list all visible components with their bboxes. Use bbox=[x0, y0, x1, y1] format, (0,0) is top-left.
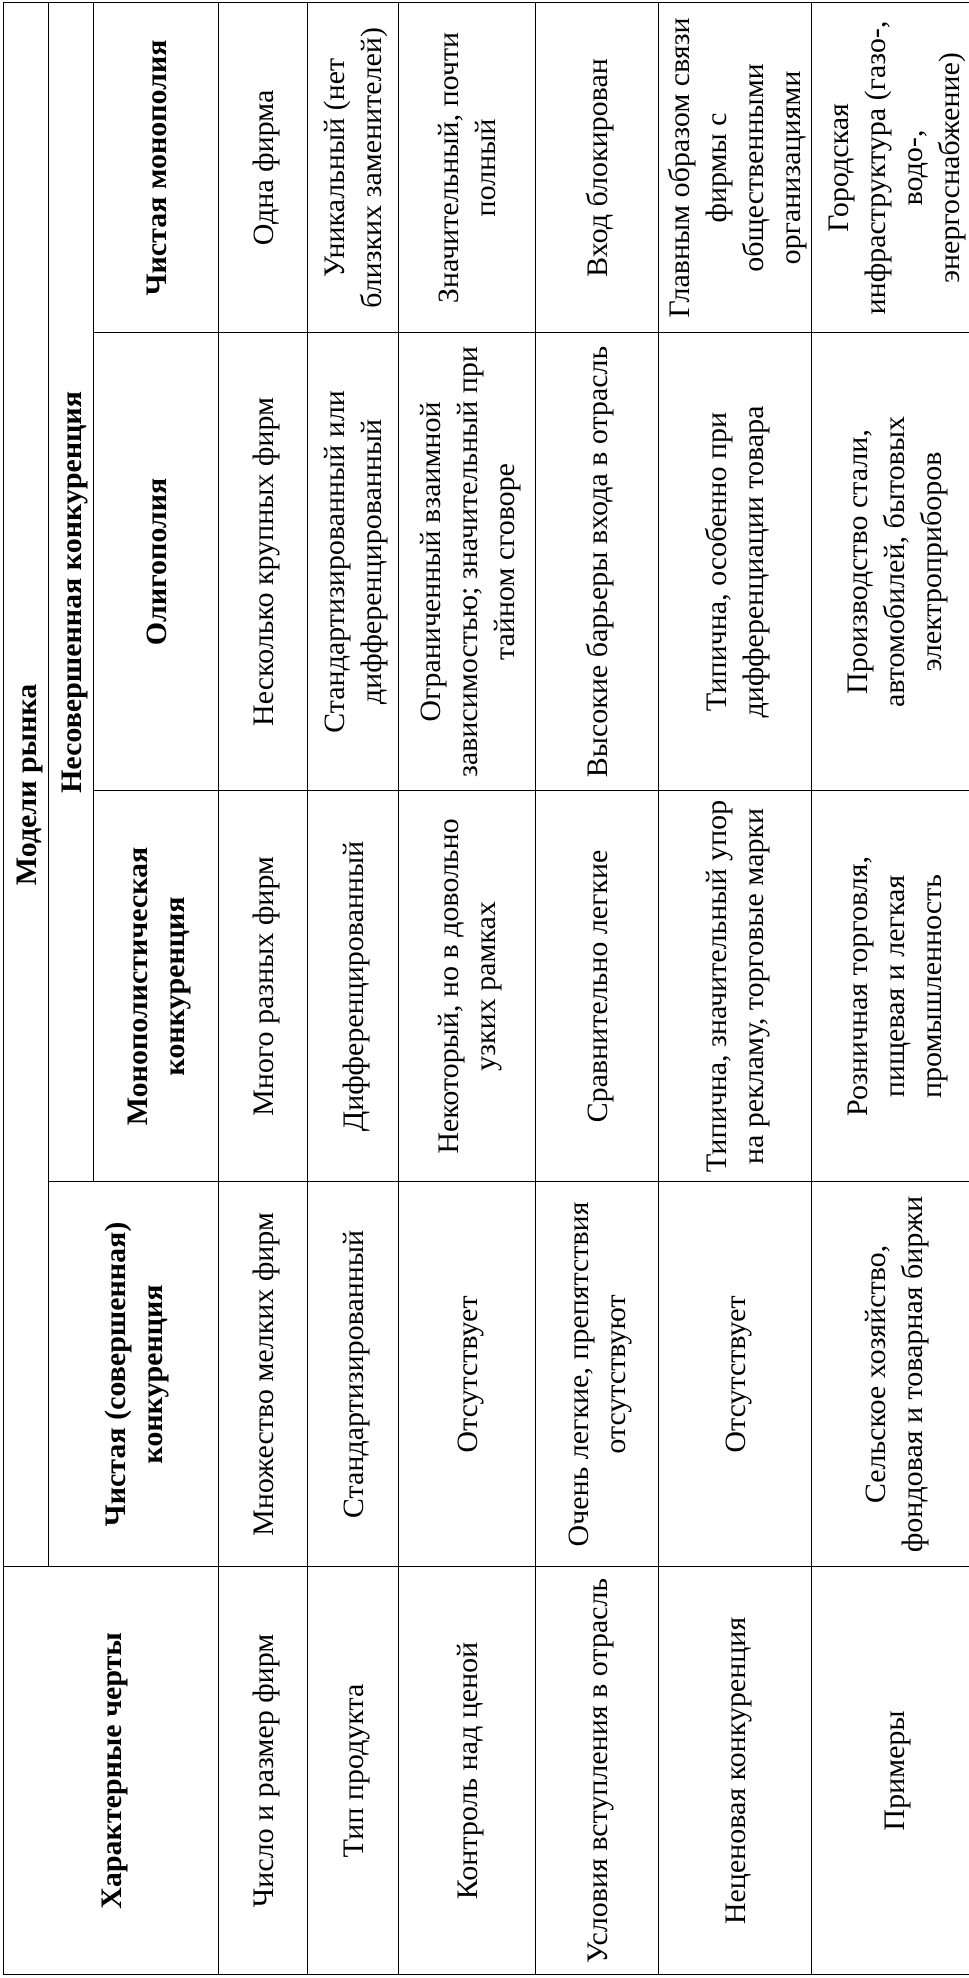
table-cell: Типична, особенно при дифференциации товара bbox=[659, 333, 812, 791]
table-row bbox=[219, 2, 308, 1974]
table-row bbox=[659, 2, 812, 1974]
table-row bbox=[308, 2, 399, 1974]
table-cell: Ограниченный взаимной зависимостью; значительный при тайном сговоре bbox=[399, 333, 536, 791]
models-header: Модели рынка bbox=[4, 2, 49, 1566]
row-feature: Примеры bbox=[812, 1567, 969, 1975]
table-cell: Некоторый, но в довольно узких рамках bbox=[399, 791, 536, 1182]
col-header-perfect: Чистая (совершенная) конкуренция bbox=[49, 1182, 219, 1567]
table-cell: Множество мелких фирм bbox=[219, 1182, 308, 1567]
table-cell: Значительный, почти полный bbox=[399, 2, 536, 332]
table-cell: Высокие барьеры входа в отрасль bbox=[536, 333, 659, 791]
table-cell: Несколько крупных фирм bbox=[219, 333, 308, 791]
table-cell: Городская инфраструктура (газо-, водо-, энергоснабжение) bbox=[812, 2, 969, 332]
table-cell: Одна фирма bbox=[219, 2, 308, 332]
col-header-monopoly: Чистая монополия bbox=[94, 2, 219, 332]
table-cell: Сельское хозяйство, фондовая и товарная биржи bbox=[812, 1182, 969, 1567]
table-row bbox=[399, 2, 536, 1974]
table-cell: Розничная торговля, пищевая и легкая промышленность bbox=[812, 791, 969, 1182]
table-cell: Производство стали, автомобилей, бытовых электроприборов bbox=[812, 333, 969, 791]
table-cell: Уникальный (нет близких заменителей) bbox=[308, 2, 399, 332]
table-row bbox=[536, 2, 659, 1974]
col-header-monopolistic: Монополистическая конкуренция bbox=[94, 791, 219, 1182]
table-cell: Вход блокирован bbox=[536, 2, 659, 332]
row-feature: Неценовая конкуренция bbox=[659, 1567, 812, 1975]
table-cell: Отсутствует bbox=[399, 1182, 536, 1567]
row-feature: Условия вступления в отрасль bbox=[536, 1567, 659, 1975]
table-cell: Стандартизированный или дифференцированный bbox=[308, 333, 399, 791]
col-header-oligopoly: Олигополия bbox=[94, 333, 219, 791]
row-feature: Число и размер фирм bbox=[219, 1567, 308, 1975]
corner-header: Характерные черты bbox=[4, 1567, 219, 1975]
table-cell: Типична, значительный упор на рекламу, торговые марки bbox=[659, 791, 812, 1182]
table-cell: Стандартизированный bbox=[308, 1182, 399, 1567]
table-cell: Главным образом связи фирмы с общественными организациями bbox=[659, 2, 812, 332]
imperfect-header: Несовершенная конкуренция bbox=[49, 2, 94, 1181]
table-cell: Отсутствует bbox=[659, 1182, 812, 1567]
table-cell: Много разных фирм bbox=[219, 791, 308, 1182]
row-feature: Тип продукта bbox=[308, 1567, 399, 1975]
table-row bbox=[812, 2, 969, 1974]
table-cell: Сравнительно легкие bbox=[536, 791, 659, 1182]
row-feature: Контроль над ценой bbox=[399, 1567, 536, 1975]
table-cell: Очень легкие, препятствия отсутствуют bbox=[536, 1182, 659, 1567]
table-cell: Дифференцированный bbox=[308, 791, 399, 1182]
market-models-table bbox=[3, 2, 969, 1975]
